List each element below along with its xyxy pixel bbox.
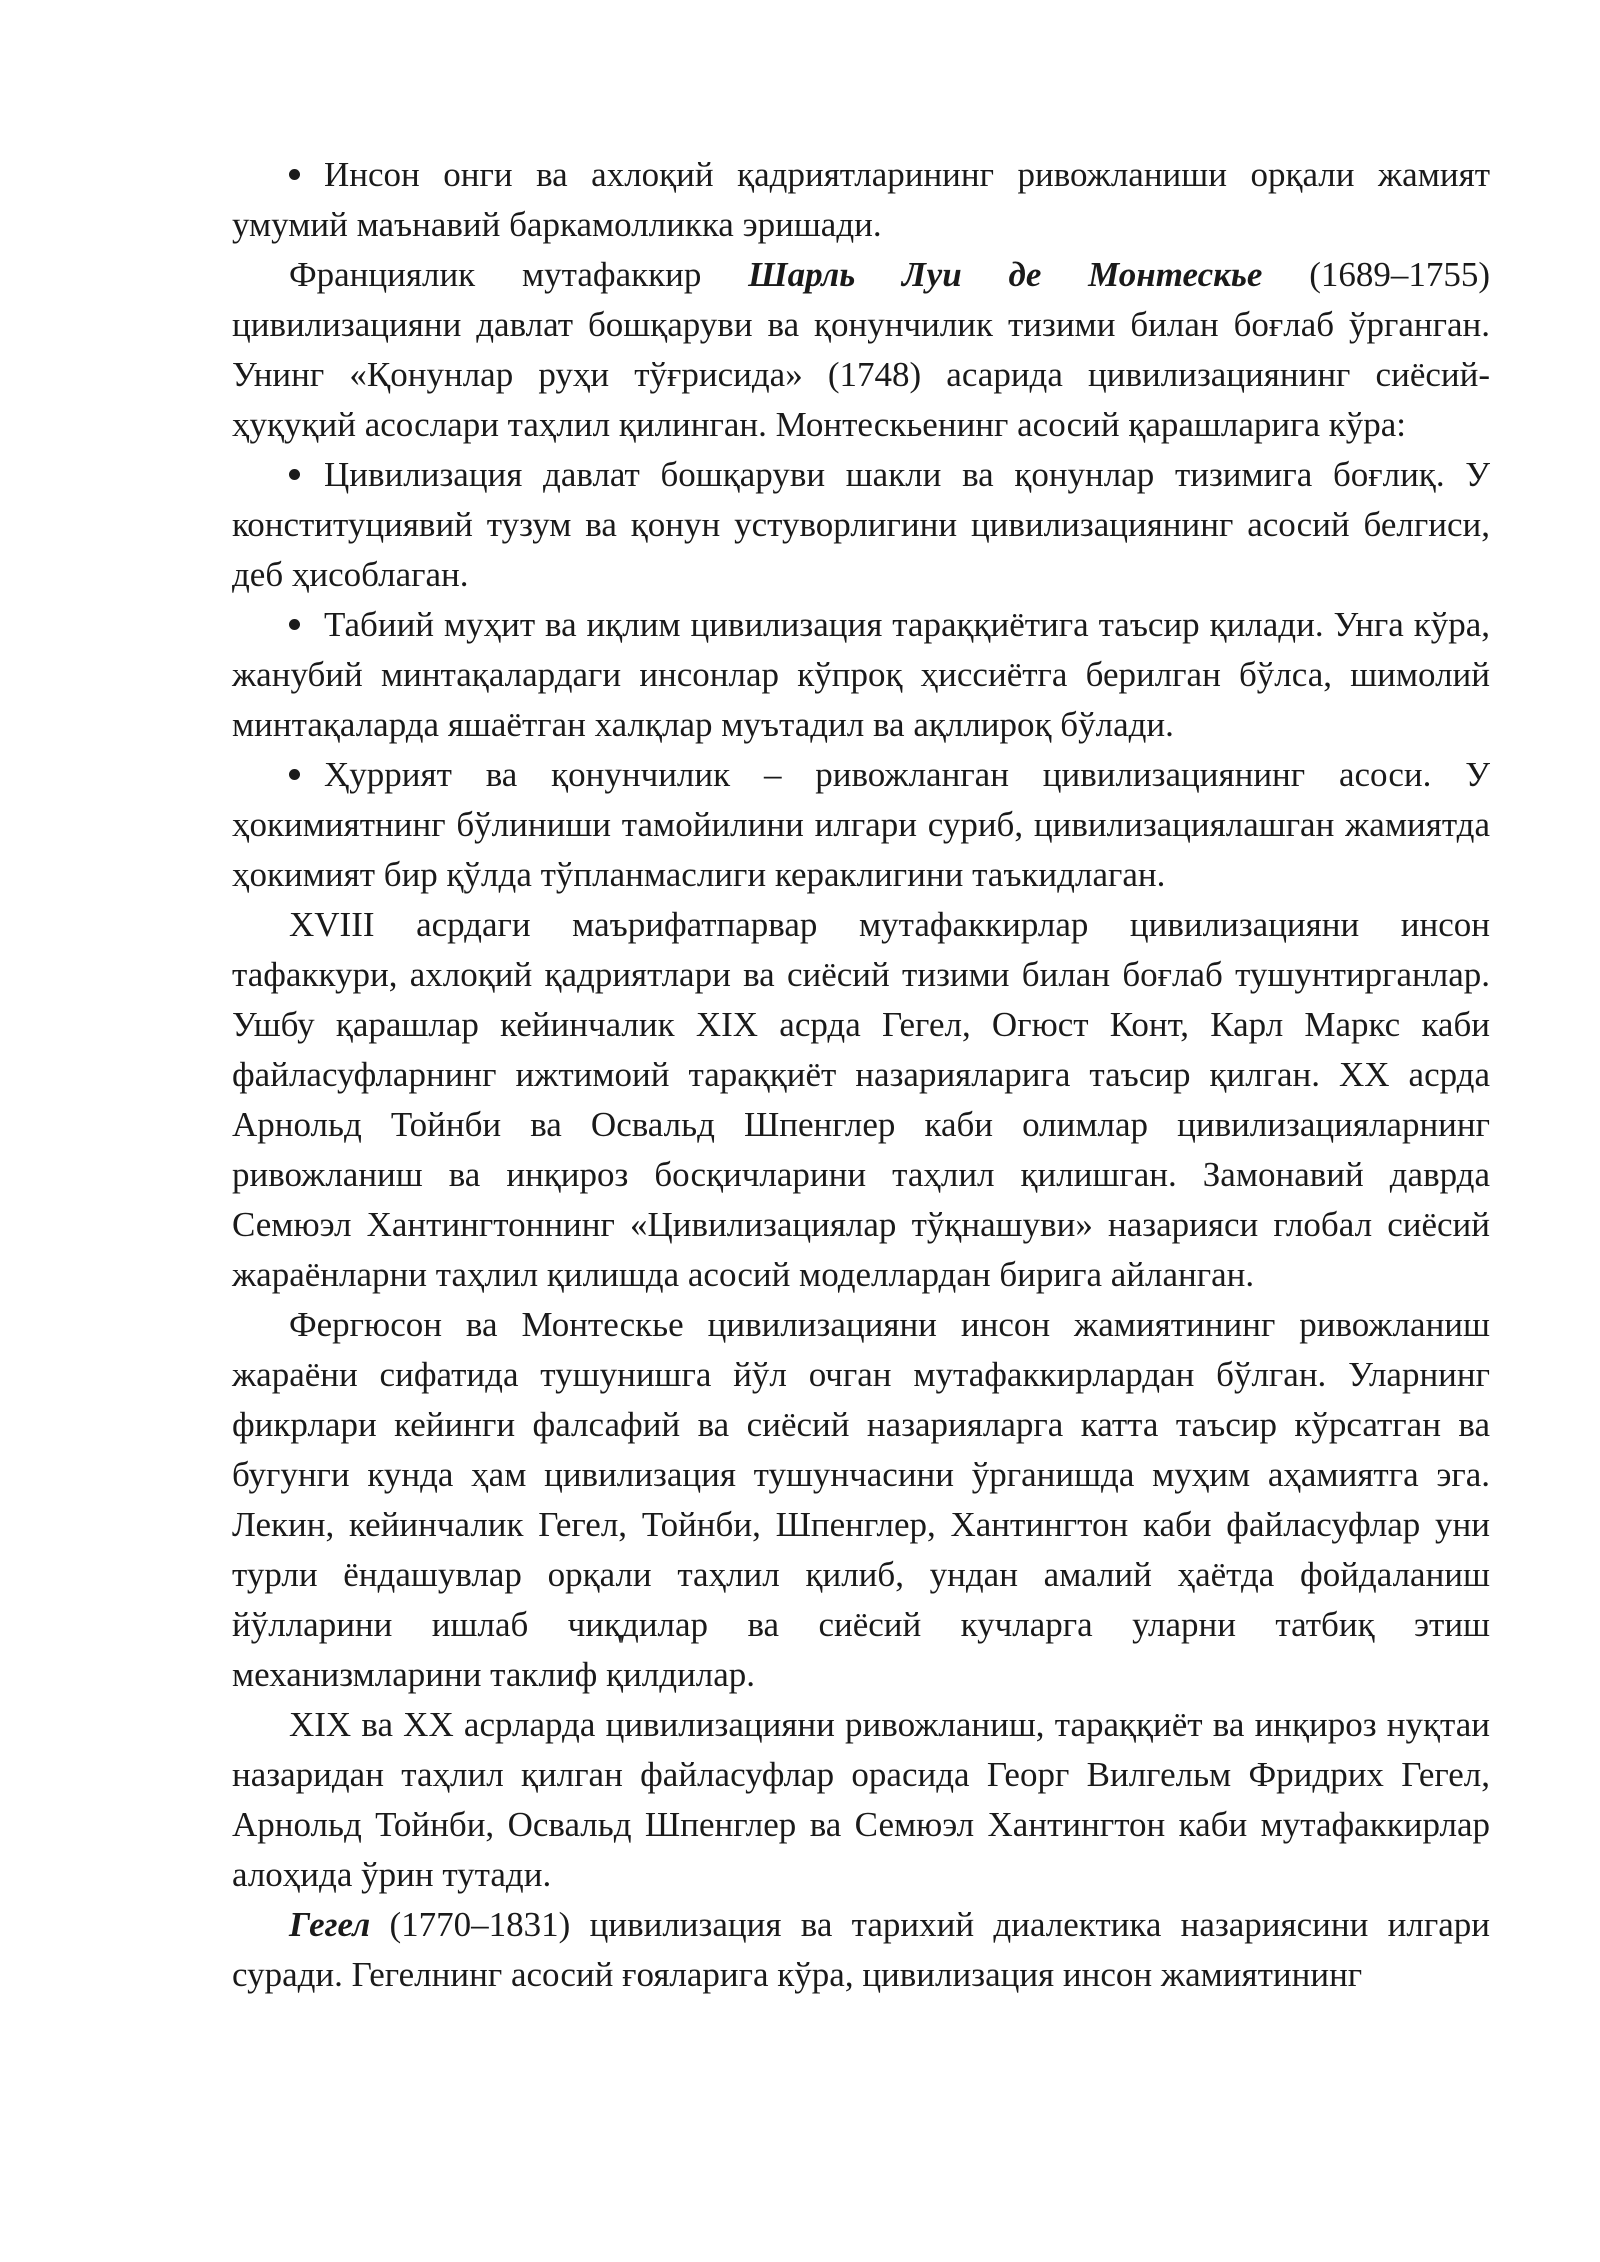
- paragraph-enlightenment: XVIII асрдаги маърифатпарвар мутафаккирлар цивилизацияни инсон тафаккури, ахлоқий қадриятлари ва сиёсий тизими билан боғлаб тушунтирганлар. Ушбу қарашлар кейинчалик XIX асрда Гегел, Огюст Конт, Карл Маркс каби файласуфларнинг ижтимоий тараққиёт назарияларига таъсир қилган. XX асрда Арнольд Тойнби ва Освальд Шпенглер каби олимлар цивилизацияларнинг ривожланиш ва инқироз босқичларини таҳлил қилишган. Замонавий даврда Семюэл Хантингтоннинг «Цивилизациялар тўқнашуви» назарияси глобал сиёсий жараёнларни таҳлил қилишда асосий моделлардан бирига айланган.: [232, 905, 1490, 1294]
- paragraph-montesquieu: [232, 250, 1490, 450]
- bullet-dot-icon: [289, 769, 300, 780]
- bullet-text: Табиий муҳит ва иқлим цивилизация тараққиётига таъсир қилади. Унга кўра, жанубий минтақалардаги инсонлар кўпроқ ҳиссиётга берилган бўлса, шимолий минтақаларда яшаётган халқлар муътадил ва ақллироқ бўлади.: [232, 605, 1490, 744]
- paragraph-19-20-centuries: XIX ва XX асрларда цивилизацияни ривожланиш, тараққиёт ва инқироз нуқтаи назаридан таҳлил қилган файласуфлар орасида Георг Вилгельм Фридрих Гегел, Арнольд Тойнби, Освальд Шпенглер ва Семюэл Хантингтон каби мутафаккирлар алоҳида ўрин тутади.: [232, 1705, 1490, 1894]
- bullet-item: [232, 600, 1490, 750]
- author-name: Гегел: [289, 1905, 371, 1944]
- paragraph-lead: Франциялик мутафаккир: [289, 255, 702, 294]
- bullet-dot-icon: [289, 469, 300, 480]
- bullet-dot-icon: [289, 619, 300, 630]
- bullet-text: Ҳуррият ва қонунчилик – ривожланган цивилизациянинг асоси. У ҳокимиятнинг бўлиниши тамойилини илгари суриб, цивилизациялашган жамиятда ҳокимият бир қўлда тўпланмаслиги кераклигини таъкидлаган.: [232, 755, 1490, 894]
- paragraph-text: (1689–1755) цивилизацияни давлат бошқаруви ва қонунчилик тизими билан боғлаб ўрганган. Унинг «Қонунлар руҳи тўғрисида» (1748) асарида цивилизациянинг сиёсий-ҳуқуқий асослари таҳлил қилинган. Монтескьенинг асосий қарашларига кўра:: [232, 255, 1491, 444]
- paragraph-ferguson: Фергюсон ва Монтескье цивилизацияни инсон жамиятининг ривожланиш жараёни сифатида тушунишга йўл очган мутафаккирлардан бўлган. Уларнинг фикрлари кейинги фалсафий ва сиёсий назарияларга катта таъсир кўрсатган ва бугунги кунда ҳам цивилизация тушунчасини ўрганишда муҳим аҳамиятга эга. Лекин, кейинчалик Гегел, Тойнби, Шпенглер, Хантингтон каби файласуфлар уни турли ёндашувлар орқали таҳлил қилиб, ундан амалий ҳаётда фойдаланиш йўлларини ишлаб чиқдилар ва сиёсий кучларга уларни татбиқ этиш механизмларини таклиф қилдилар.: [232, 1305, 1490, 1694]
- bullet-item: [232, 750, 1490, 900]
- document-page: [232, 150, 1490, 2000]
- bullet-dot-icon: [289, 169, 300, 180]
- paragraph-text: (1770–1831) цивилизация ва тарихий диалектика назариясини илгари суради. Гегелнинг асосий ғояларига кўра, цивилизация инсон жамиятининг: [232, 1905, 1490, 1994]
- bullet-text: Инсон онги ва ахлоқий қадриятларининг ривожланиши орқали жамият умумий маънавий баркамолликка эришади.: [232, 155, 1490, 244]
- bullet-item: [232, 150, 1490, 250]
- bullet-item: [232, 450, 1490, 600]
- bullet-text: Цивилизация давлат бошқаруви шакли ва қонунлар тизимига боғлиқ. У конституциявий тузум ва қонун устуворлигини цивилизациянинг асосий белгиси, деб ҳисоблаган.: [232, 455, 1490, 594]
- author-name: Шарль Луи де Монтескье: [748, 255, 1263, 294]
- paragraph-hegel: [232, 1900, 1490, 2000]
